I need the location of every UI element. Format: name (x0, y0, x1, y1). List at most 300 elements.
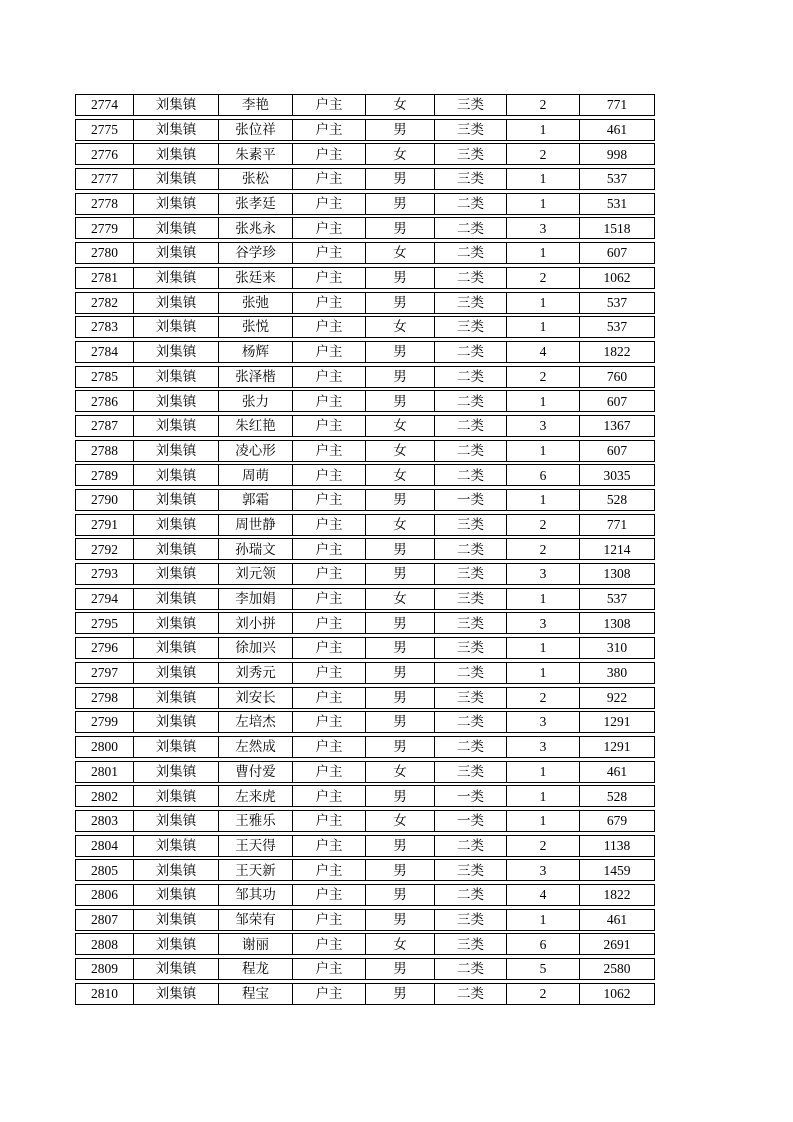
table-row (75, 316, 655, 338)
table-cell: 刘集镇 (134, 218, 219, 238)
table-cell: 607 (606, 442, 628, 458)
table-cell: 户主 (293, 490, 366, 510)
table-cell: 2806 (76, 885, 134, 905)
table-row (75, 835, 655, 857)
table-cell: 531 (606, 196, 628, 211)
table-cell: 刘集镇 (134, 786, 219, 806)
table-cell: 760 (606, 368, 628, 384)
table-cell: 3 (507, 416, 580, 436)
table-cell: 刘集镇 (134, 342, 219, 362)
table-cell: 二类 (435, 959, 507, 979)
table-cell: 2805 (76, 860, 134, 880)
table-cell: 张松 (219, 169, 293, 189)
table-cell: 537 (606, 319, 628, 335)
table-cell: 男 (366, 910, 435, 930)
table-cell: 2 (507, 268, 580, 288)
table-row (75, 736, 655, 758)
table-cell: 1367 (603, 418, 631, 434)
table-cell: 户主 (293, 688, 366, 708)
table-cell: 三类 (435, 860, 507, 880)
table-cell: 二类 (435, 885, 507, 905)
table-cell: 一类 (435, 490, 507, 510)
table-cell: 李加娟 (219, 589, 293, 609)
table-cell: 2795 (76, 613, 134, 633)
table-cell: 三类 (435, 613, 507, 633)
table-row (75, 933, 655, 955)
table-cell: 户主 (293, 638, 366, 658)
table-cell: 6 (507, 934, 580, 954)
table-cell: 邹其功 (219, 885, 293, 905)
table-cell: 2807 (76, 910, 134, 930)
table-cell: 刘集镇 (134, 144, 219, 164)
table-cell: 男 (366, 712, 435, 732)
table-cell: 刘集镇 (134, 416, 219, 436)
table-cell: 2788 (76, 441, 134, 461)
table-cell: 刘集镇 (134, 638, 219, 658)
table-cell: 女 (366, 589, 435, 609)
table-cell: 杨辉 (219, 342, 293, 362)
table-cell: 2801 (76, 762, 134, 782)
table-cell: 男 (366, 268, 435, 288)
table-cell: 一类 (435, 786, 507, 806)
table-cell: 左培杰 (219, 712, 293, 732)
table-cell: 2 (507, 515, 580, 535)
table-cell: 男 (366, 984, 435, 1004)
table-cell: 男 (366, 342, 435, 362)
table-cell: 二类 (435, 663, 507, 683)
table-cell: 男 (366, 638, 435, 658)
table-row (75, 267, 655, 289)
table-cell: 男 (366, 836, 435, 856)
table-cell: 户主 (293, 663, 366, 683)
table-cell: 男 (366, 490, 435, 510)
table-cell: 朱素平 (219, 144, 293, 164)
table-cell: 男 (366, 391, 435, 411)
table-cell: 刘集镇 (134, 910, 219, 930)
table-cell: 男 (366, 663, 435, 683)
table-cell: 男 (366, 959, 435, 979)
table-cell: 谷学珍 (219, 243, 293, 263)
table-cell: 3 (507, 712, 580, 732)
table-cell: 1822 (603, 344, 631, 360)
table-cell: 户主 (293, 811, 366, 831)
table-row (75, 785, 655, 807)
table-cell: 户主 (293, 293, 366, 313)
table-cell: 1 (507, 194, 580, 214)
table-cell: 2789 (76, 465, 134, 485)
table-cell: 1 (507, 762, 580, 782)
table-cell: 张兆永 (219, 218, 293, 238)
table-cell: 1 (507, 169, 580, 189)
table-cell: 三类 (435, 120, 507, 140)
table-cell: 3 (507, 218, 580, 238)
table-cell: 2 (507, 367, 580, 387)
table-cell: 孙瑞文 (219, 539, 293, 559)
table-cell: 男 (366, 786, 435, 806)
table-cell: 3 (507, 564, 580, 584)
table-cell: 刘集镇 (134, 515, 219, 535)
table-cell: 1 (507, 243, 580, 263)
table-cell: 王天得 (219, 836, 293, 856)
table-cell: 刘集镇 (134, 564, 219, 584)
table-cell: 1308 (603, 566, 631, 582)
table-cell: 三类 (435, 564, 507, 584)
table-cell: 2790 (76, 490, 134, 510)
table-cell: 户主 (293, 120, 366, 140)
table-cell: 二类 (435, 465, 507, 485)
table-cell: 3 (507, 613, 580, 633)
table-cell: 刘集镇 (134, 934, 219, 954)
table-cell: 2775 (76, 120, 134, 140)
table-cell: 1 (507, 293, 580, 313)
table-cell: 二类 (435, 984, 507, 1004)
table-cell: 380 (606, 665, 628, 681)
table-cell: 周萌 (219, 465, 293, 485)
table-cell: 户主 (293, 465, 366, 485)
table-cell: 刘集镇 (134, 441, 219, 461)
table-cell: 3 (507, 737, 580, 757)
table-cell: 谢丽 (219, 934, 293, 954)
table-row (75, 390, 655, 412)
table-cell: 4 (507, 885, 580, 905)
table-cell: 528 (606, 492, 628, 508)
table-cell: 男 (366, 218, 435, 238)
table-cell: 女 (366, 441, 435, 461)
table-cell: 朱红艳 (219, 416, 293, 436)
table-cell: 2791 (76, 515, 134, 535)
table-cell: 2 (507, 539, 580, 559)
table-cell: 户主 (293, 243, 366, 263)
table-cell: 户主 (293, 218, 366, 238)
table-cell: 998 (606, 146, 628, 162)
table-row (75, 366, 655, 388)
table-cell: 户主 (293, 836, 366, 856)
table-row (75, 884, 655, 906)
table-cell: 户主 (293, 762, 366, 782)
table-cell: 男 (366, 539, 435, 559)
table-cell: 户主 (293, 144, 366, 164)
table-cell: 二类 (435, 712, 507, 732)
table-cell: 女 (366, 515, 435, 535)
table-cell: 537 (606, 294, 628, 310)
table-cell: 2799 (76, 712, 134, 732)
table-cell: 三类 (435, 515, 507, 535)
table-cell: 户主 (293, 367, 366, 387)
table-cell: 曹付爱 (219, 762, 293, 782)
table-cell: 1822 (603, 887, 631, 903)
table-row (75, 440, 655, 462)
table-cell: 刘集镇 (134, 762, 219, 782)
table-cell: 李艳 (219, 95, 293, 115)
table-cell: 2786 (76, 391, 134, 411)
table-cell: 程宝 (219, 984, 293, 1004)
table-cell: 三类 (435, 144, 507, 164)
table-cell: 女 (366, 465, 435, 485)
table-cell: 刘集镇 (134, 836, 219, 856)
table-cell: 2803 (76, 811, 134, 831)
table-cell: 男 (366, 613, 435, 633)
table-cell: 男 (366, 120, 435, 140)
table-row (75, 292, 655, 314)
table-row (75, 119, 655, 141)
table-cell: 1308 (603, 615, 631, 631)
table-cell: 2780 (76, 243, 134, 263)
table-row (75, 859, 655, 881)
table-cell: 张位祥 (219, 120, 293, 140)
table-row (75, 168, 655, 190)
table-cell: 刘集镇 (134, 811, 219, 831)
table-cell: 二类 (435, 737, 507, 757)
table-cell: 5 (507, 959, 580, 979)
table-cell: 2785 (76, 367, 134, 387)
table-cell: 2 (507, 688, 580, 708)
table-cell: 1459 (603, 862, 631, 878)
table-cell: 2798 (76, 688, 134, 708)
table-cell: 户主 (293, 589, 366, 609)
table-cell: 1 (507, 786, 580, 806)
table-row (75, 193, 655, 215)
table-cell: 1 (507, 910, 580, 930)
table-cell: 户主 (293, 268, 366, 288)
table-cell: 三类 (435, 688, 507, 708)
table-cell: 户主 (293, 984, 366, 1004)
table-cell: 2810 (76, 984, 134, 1004)
table-cell: 1 (507, 317, 580, 337)
table-cell: 刘集镇 (134, 959, 219, 979)
table-cell: 3035 (603, 467, 631, 483)
table-cell: 二类 (435, 218, 507, 238)
table-cell: 户主 (293, 95, 366, 115)
table-cell: 1062 (603, 986, 631, 1001)
table-cell: 4 (507, 342, 580, 362)
table-row (75, 958, 655, 980)
table-cell: 刘集镇 (134, 490, 219, 510)
table-cell: 二类 (435, 367, 507, 387)
table-cell: 刘集镇 (134, 539, 219, 559)
table-cell: 刘小拼 (219, 613, 293, 633)
table-row (75, 464, 655, 486)
table-cell: 2782 (76, 293, 134, 313)
table-cell: 男 (366, 564, 435, 584)
table-cell: 刘集镇 (134, 367, 219, 387)
table-cell: 户主 (293, 441, 366, 461)
table-cell: 2 (507, 144, 580, 164)
table-cell: 2808 (76, 934, 134, 954)
table-row (75, 489, 655, 511)
table-cell: 男 (366, 860, 435, 880)
table-cell: 三类 (435, 638, 507, 658)
table-cell: 凌心形 (219, 441, 293, 461)
table-cell: 607 (606, 245, 628, 261)
table-cell: 6 (507, 465, 580, 485)
table-cell: 771 (606, 97, 628, 113)
table-cell: 刘集镇 (134, 589, 219, 609)
table-cell: 刘集镇 (134, 712, 219, 732)
table-cell: 女 (366, 762, 435, 782)
table-cell: 2781 (76, 268, 134, 288)
table-cell: 1214 (603, 541, 631, 557)
table-cell: 2802 (76, 786, 134, 806)
table-cell: 男 (366, 885, 435, 905)
table-cell: 刘集镇 (134, 688, 219, 708)
table-cell: 三类 (435, 169, 507, 189)
table-cell: 男 (366, 169, 435, 189)
table-cell: 1062 (603, 270, 631, 286)
table-cell: 2 (507, 984, 580, 1004)
table-cell: 537 (606, 171, 628, 187)
table-cell: 刘集镇 (134, 737, 219, 757)
table-row (75, 341, 655, 363)
table-cell: 三类 (435, 293, 507, 313)
table-cell: 女 (366, 95, 435, 115)
table-cell: 2776 (76, 144, 134, 164)
table-cell: 2779 (76, 218, 134, 238)
table-cell: 3 (507, 860, 580, 880)
table-cell: 1 (507, 589, 580, 609)
table-cell: 461 (606, 911, 628, 927)
table-cell: 2796 (76, 638, 134, 658)
table-row (75, 514, 655, 536)
table-cell: 户主 (293, 317, 366, 337)
table-row (75, 588, 655, 610)
table-cell: 461 (606, 121, 628, 137)
table-cell: 刘元领 (219, 564, 293, 584)
table-cell: 户主 (293, 564, 366, 584)
table-cell: 1291 (603, 739, 631, 755)
table-cell: 1138 (603, 837, 631, 853)
table-cell: 刘集镇 (134, 243, 219, 263)
table-cell: 张泽楷 (219, 367, 293, 387)
table-cell: 2797 (76, 663, 134, 683)
table-cell: 程龙 (219, 959, 293, 979)
table-cell: 2792 (76, 539, 134, 559)
table-row (75, 810, 655, 832)
table-cell: 邹荣有 (219, 910, 293, 930)
table-cell: 1291 (603, 714, 631, 730)
table-row (75, 662, 655, 684)
table-cell: 922 (606, 689, 628, 705)
table-cell: 2794 (76, 589, 134, 609)
table-cell: 户主 (293, 539, 366, 559)
table-cell: 2774 (76, 95, 134, 115)
table-cell: 二类 (435, 836, 507, 856)
table-cell: 刘集镇 (134, 293, 219, 313)
table-cell: 二类 (435, 243, 507, 263)
table-cell: 刘安长 (219, 688, 293, 708)
table-cell: 2 (507, 95, 580, 115)
table-cell: 刘集镇 (134, 391, 219, 411)
table-row (75, 761, 655, 783)
table-cell: 1 (507, 490, 580, 510)
table-cell: 二类 (435, 441, 507, 461)
table-cell: 张孝廷 (219, 194, 293, 214)
table-cell: 户主 (293, 786, 366, 806)
table-cell: 1 (507, 120, 580, 140)
table-cell: 户主 (293, 910, 366, 930)
table-cell: 徐加兴 (219, 638, 293, 658)
table-cell: 周世静 (219, 515, 293, 535)
table-cell: 左然成 (219, 737, 293, 757)
table-cell: 三类 (435, 934, 507, 954)
table-cell: 1 (507, 638, 580, 658)
table-row (75, 637, 655, 659)
table-cell: 男 (366, 737, 435, 757)
table-cell: 刘集镇 (134, 663, 219, 683)
table-cell: 户主 (293, 934, 366, 954)
table-cell: 户主 (293, 613, 366, 633)
table-cell: 男 (366, 367, 435, 387)
table-cell: 1 (507, 663, 580, 683)
table-cell: 刘集镇 (134, 860, 219, 880)
table-row (75, 983, 655, 1005)
table-cell: 679 (606, 813, 628, 829)
table-cell: 2777 (76, 169, 134, 189)
table-cell: 二类 (435, 268, 507, 288)
table-cell: 女 (366, 317, 435, 337)
table-cell: 2787 (76, 416, 134, 436)
table-row (75, 687, 655, 709)
table-row (75, 415, 655, 437)
table-cell: 二类 (435, 194, 507, 214)
table-row (75, 242, 655, 264)
table-cell: 刘集镇 (134, 194, 219, 214)
table-cell: 刘秀元 (219, 663, 293, 683)
table-cell: 女 (366, 811, 435, 831)
table-cell: 二类 (435, 539, 507, 559)
table-cell: 三类 (435, 910, 507, 930)
table-cell: 310 (606, 640, 628, 656)
table-cell: 771 (606, 516, 628, 532)
table-row (75, 909, 655, 931)
table-row (75, 217, 655, 239)
table-cell: 男 (366, 688, 435, 708)
table-cell: 2784 (76, 342, 134, 362)
table-cell: 户主 (293, 342, 366, 362)
table-cell: 女 (366, 144, 435, 164)
table-cell: 男 (366, 293, 435, 313)
table-cell: 二类 (435, 416, 507, 436)
table-cell: 王天新 (219, 860, 293, 880)
table-row (75, 612, 655, 634)
table-cell: 528 (606, 788, 628, 804)
table-cell: 三类 (435, 95, 507, 115)
table-cell: 2783 (76, 317, 134, 337)
table-cell: 户主 (293, 737, 366, 757)
table-cell: 461 (606, 763, 628, 779)
table-cell: 1 (507, 441, 580, 461)
table-cell: 户主 (293, 860, 366, 880)
table-cell: 刘集镇 (134, 984, 219, 1004)
table-cell: 三类 (435, 589, 507, 609)
table-cell: 户主 (293, 169, 366, 189)
table-cell: 户主 (293, 391, 366, 411)
table-cell: 2778 (76, 194, 134, 214)
table-cell: 1 (507, 391, 580, 411)
table-cell: 二类 (435, 391, 507, 411)
table-row (75, 711, 655, 733)
table-cell: 刘集镇 (134, 465, 219, 485)
table-cell: 女 (366, 934, 435, 954)
table-cell: 张悦 (219, 317, 293, 337)
table-cell: 2 (507, 836, 580, 856)
table-cell: 男 (366, 194, 435, 214)
table-cell: 三类 (435, 762, 507, 782)
table-cell: 刘集镇 (134, 169, 219, 189)
table-cell: 户主 (293, 515, 366, 535)
table-cell: 2691 (603, 936, 631, 952)
table-cell: 二类 (435, 342, 507, 362)
table-cell: 2809 (76, 959, 134, 979)
